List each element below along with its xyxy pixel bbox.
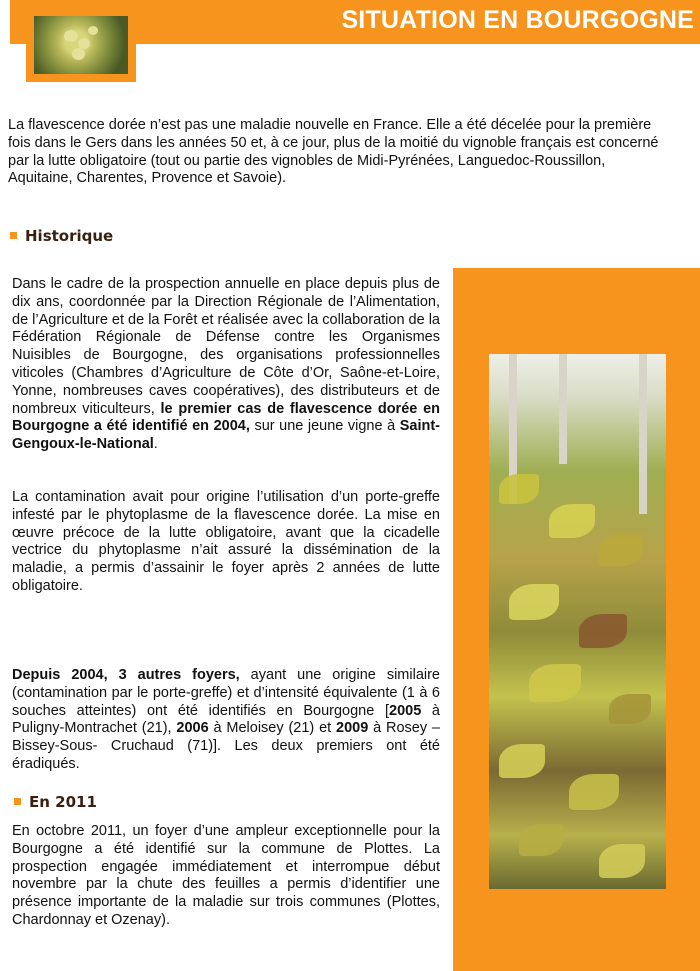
historique-paragraph-3: Depuis 2004, 3 autres foyers, ayant une origine similaire (contamination par le porte-greffe) et d’intensité équivalente (1 à 6 souches atteintes) ont été identifiés en Bourgogne [2005 à Puligny-Montrachet (21), 2006 à Meloisey (21) et 2009 à Rosey – Bissey-Sous- Cruchaud (71)]. Les deux premiers ont été éradiqués. [12,667,441,772]
section-heading-historique [10,227,113,245]
square-bullet-icon [14,798,21,805]
header-thumbnail-frame [26,0,136,82]
intro-paragraph: La flavescence dorée n’est pas une maladie nouvelle en France. Elle a été décelée pour la première fois dans le Gers dans les années 50 et, à ce jour, plus de la moitié du vignoble français est concerné par la lutte obligatoire (tout ou partie des vignobles de Midi-Pyrénées, Languedoc-Roussillon, Aquitaine, Charentes, Provence et Savoie). [8,117,659,187]
heading-label: Historique [25,227,114,245]
square-bullet-icon [10,232,17,239]
heading-label: En 2011 [29,793,97,811]
historique-paragraph-1: Dans le cadre de la prospection annuelle en place depuis plus de dix ans, coordonnée par la Direction Régionale de l’Alimentation, de l’Agriculture et de la Forêt et réalisée avec la collaboration de la Fédération Régionale de Défense contre les Organismes Nuisibles de Bourgogne, des organisations professionnelles viticoles (Chambres d’Agriculture de Côte d’Or, Saône-et-Loire, Yonne, nombreuses caves coopératives), des distributeurs et de nombreux viticulteurs, le premier cas de flavescence dorée en Bourgogne a été identifié en 2004, sur une jeune vigne à Saint-Gengoux-le-National. [12,276,441,453]
historique-paragraph-2: La contamination avait pour origine l’utilisation d’un porte-greffe infesté par le phytoplasme de la flavescence dorée. La mise en œuvre précoce de la lutte obligatoire, avant que la cicadelle vectrice du phytoplasme n’ait assuré la dissémination de la maladie, a permis d’assainir le foyer après 2 années de lutte obligatoire. [12,489,440,594]
section-heading-en-2011 [14,793,97,811]
side-panel [453,268,700,971]
vine-photo [489,354,666,889]
page-title: SITUATION EN BOURGOGNE [341,6,694,34]
en-2011-paragraph: En octobre 2011, un foyer d’une ampleur exceptionnelle pour la Bourgogne a été identifié sur la commune de Plottes. La prospection engagée immédiatement et interrompue début novembre par la chute des feuilles a permis d’identifier une présence importante de la maladie sur trois communes (Plottes, Chardonnay et Ozenay). [12,823,440,928]
grape-cluster-image [34,16,128,74]
